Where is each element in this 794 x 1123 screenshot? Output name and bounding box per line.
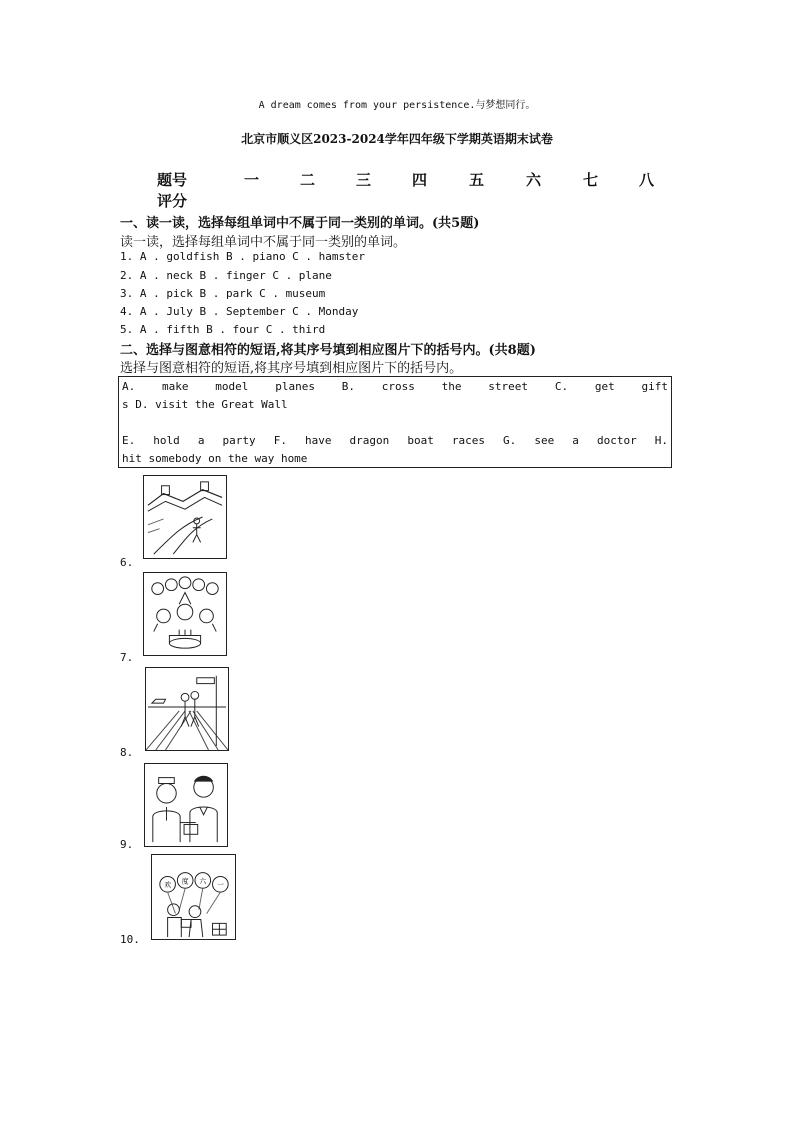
bubble-text-4: 一 <box>216 881 224 890</box>
crossing-street-picture <box>145 667 229 751</box>
picture-number-8: 8. <box>120 746 134 759</box>
bubble-text-1: 欢 <box>164 881 172 890</box>
gifts-picture <box>151 854 236 940</box>
options-line-1: A. make model planes B. cross the street C. get gift <box>122 380 668 393</box>
options-line-2: s D. visit the Great Wall <box>122 398 288 411</box>
party-picture <box>143 572 227 656</box>
question-5: 5. A . fifth B . four C . third <box>120 323 326 336</box>
options-box <box>118 376 672 468</box>
bubble-text-2: 度 <box>181 877 189 886</box>
section1-instruction: 读一读，选择每组单词中不属于同一类别的单词。 <box>120 235 407 250</box>
score-col-1: 一 <box>244 171 260 189</box>
doctor-picture <box>144 763 228 847</box>
picture-number-7: 7. <box>120 651 134 664</box>
score-col-5: 五 <box>469 171 485 189</box>
section2-heading: 二、选择与图意相符的短语,将其序号填到相应图片下的括号内。(共8题) <box>120 343 536 358</box>
section1-heading: 一、读一读，选择每组单词中不属于同一类别的单词。(共5题) <box>120 216 480 231</box>
picture-number-6: 6. <box>120 556 134 569</box>
score-table-label-number: 题号 <box>157 171 188 189</box>
score-table-label-score: 评分 <box>157 192 188 210</box>
score-col-3: 三 <box>356 171 372 189</box>
exam-title: 北京市顺义区2023-2024学年四年级下学期英语期末试卷 <box>241 132 553 146</box>
picture-number-10: 10. <box>120 933 140 946</box>
bubble-text-3: 六 <box>199 877 207 886</box>
score-col-6: 六 <box>526 171 542 189</box>
picture-number-9: 9. <box>120 838 134 851</box>
score-col-7: 七 <box>583 171 599 189</box>
options-line-4: hit somebody on the way home <box>122 452 308 465</box>
score-col-2: 二 <box>300 171 316 189</box>
score-col-8: 八 <box>639 171 655 189</box>
section2-instruction: 选择与图意相符的短语,将其序号填到相应图片下的括号内。 <box>120 361 463 376</box>
question-2: 2. A . neck B . finger C . plane <box>120 269 332 282</box>
page-motto: A dream comes from your persistence.与梦想同行。 <box>258 100 536 111</box>
score-col-4: 四 <box>412 171 428 189</box>
question-4: 4. A . July B . September C . Monday <box>120 305 359 318</box>
great-wall-picture <box>143 475 227 559</box>
question-3: 3. A . pick B . park C . museum <box>120 287 326 300</box>
question-1: 1. A . goldfish B . piano C . hamster <box>120 250 366 263</box>
options-line-3: E. hold a party F. have dragon boat races G. see a doctor H. <box>122 434 668 447</box>
